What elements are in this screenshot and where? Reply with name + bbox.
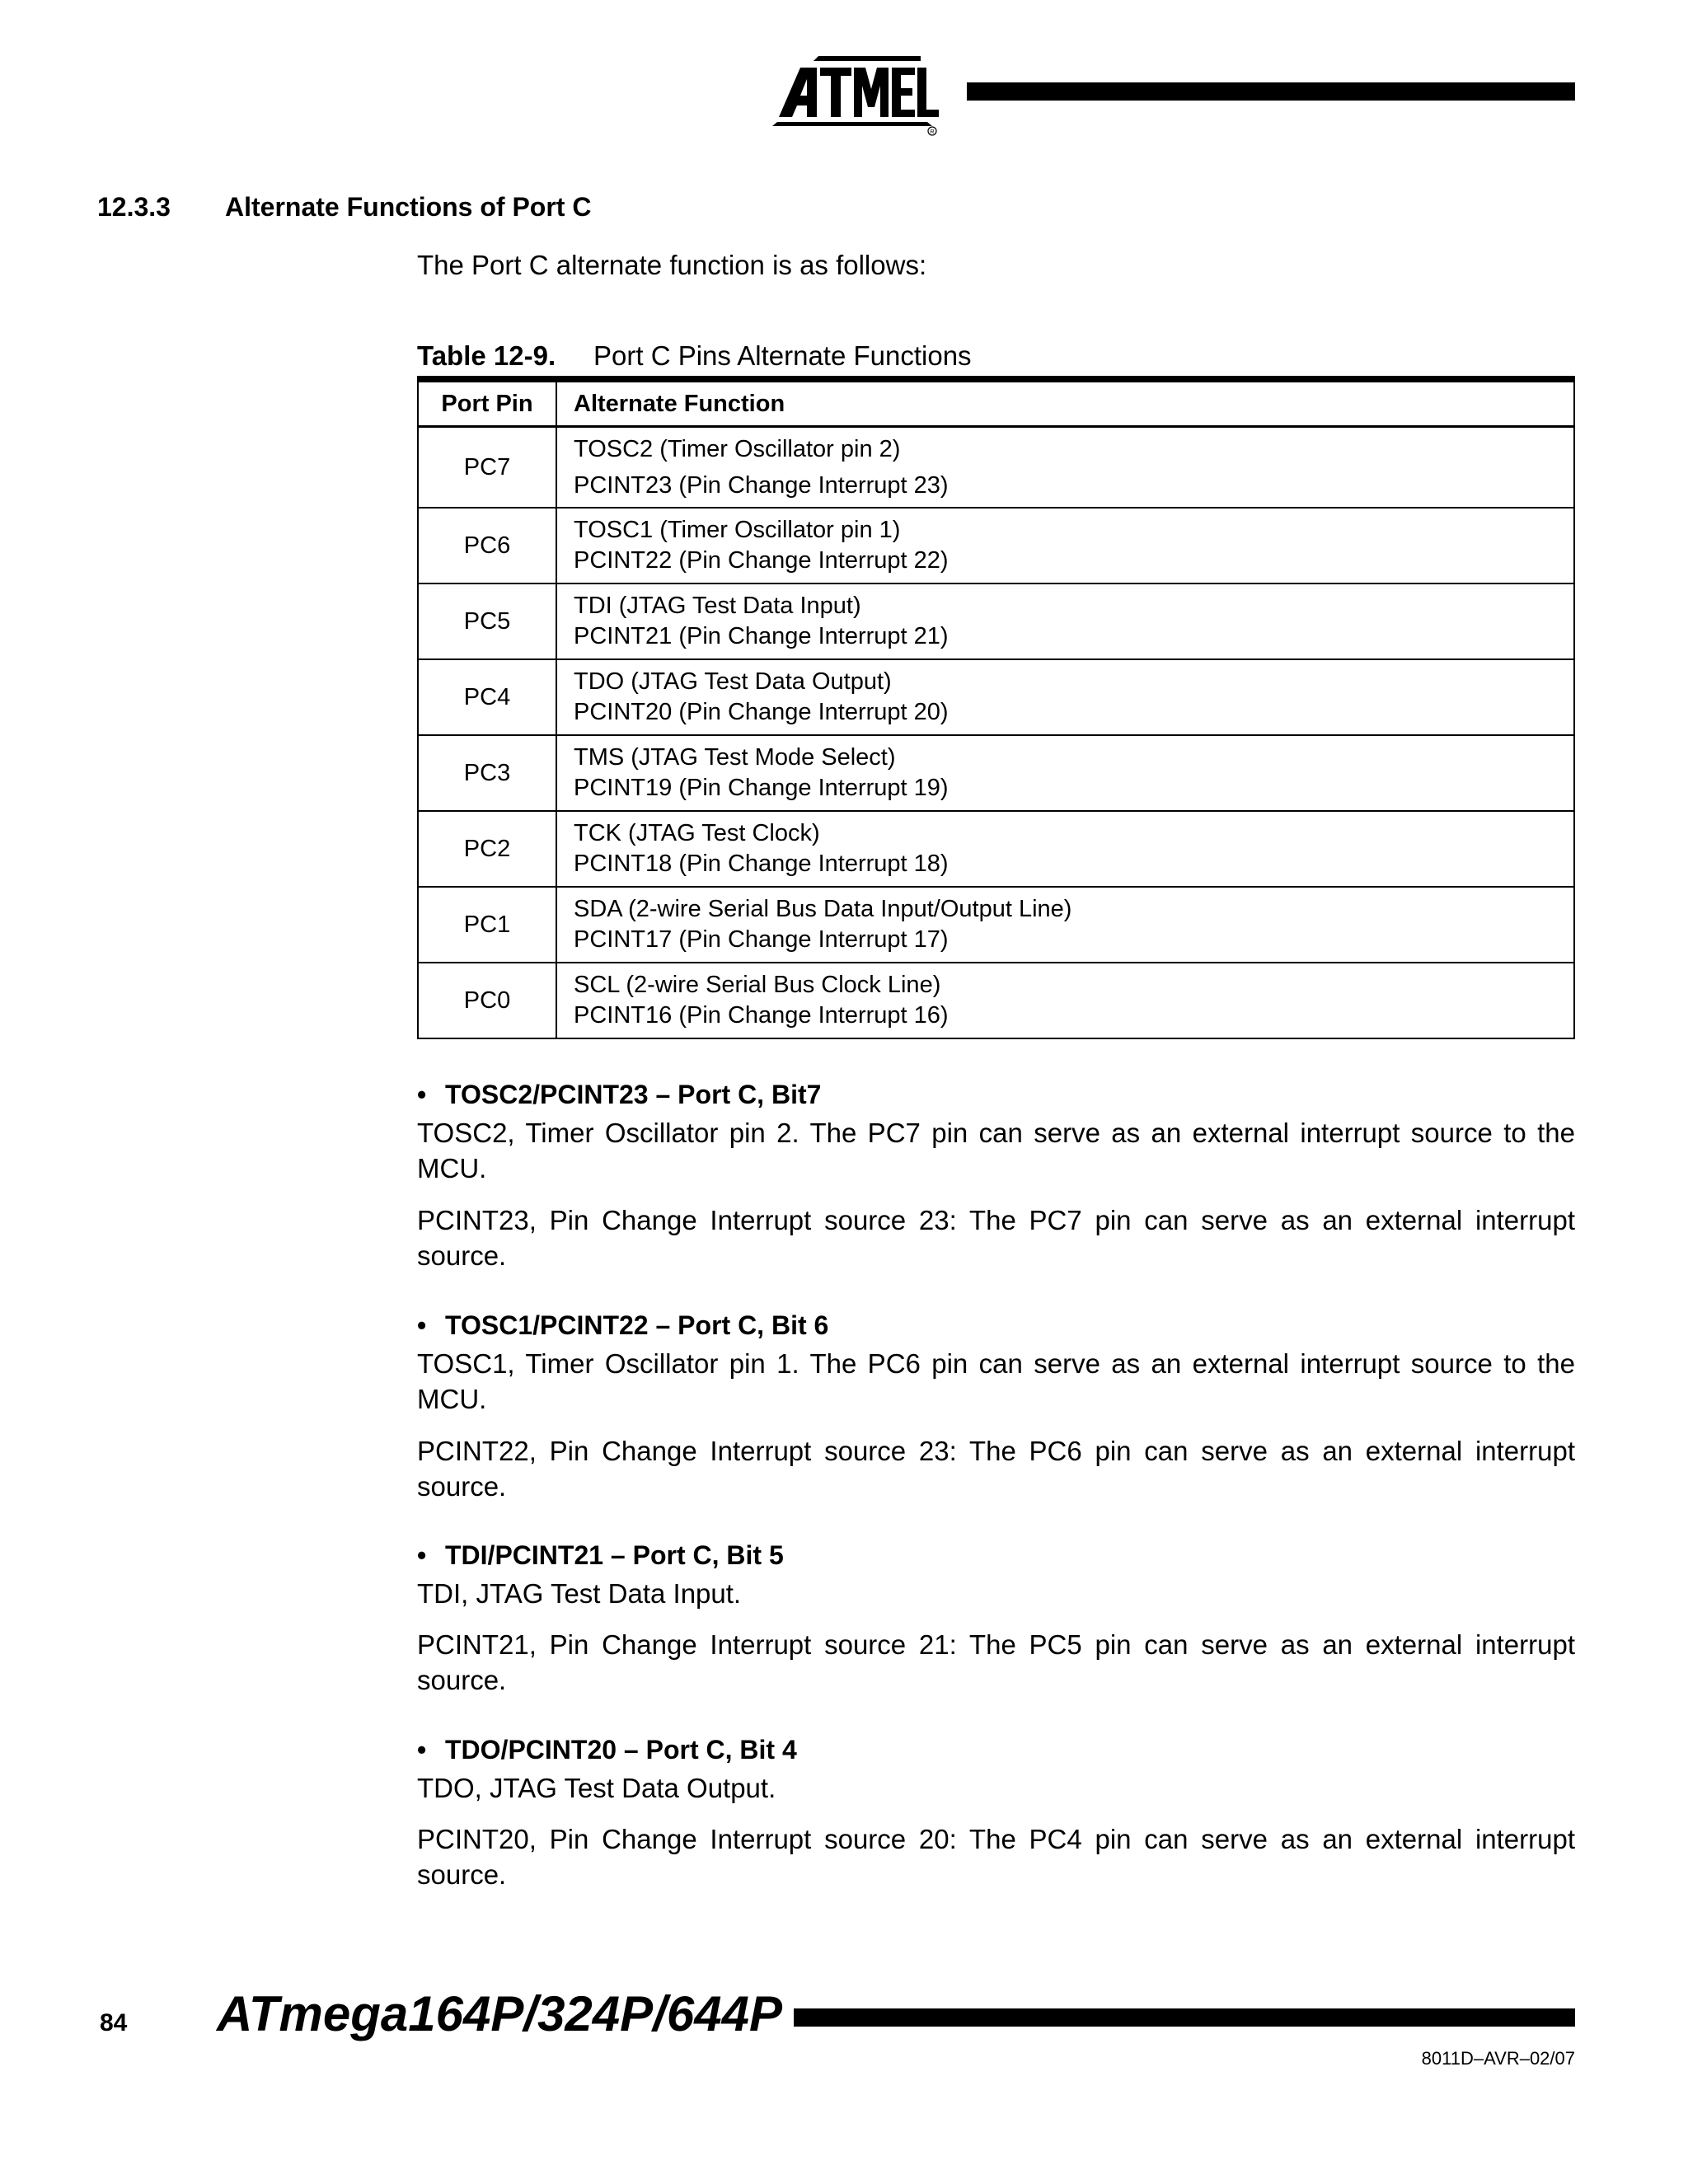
bullet-marker: • <box>417 1540 427 1570</box>
bullet-paragraph: TOSC2, Timer Oscillator pin 2. The PC7 pin can serve as an external interrupt source to the MCU. <box>417 1118 1575 1183</box>
function-cell <box>556 427 1574 509</box>
bullet-heading-text: TDI/PCINT21 – Port C, Bit 5 <box>445 1540 784 1570</box>
page-number: 84 <box>100 2009 128 2036</box>
function-line: TOSC1 (Timer Oscillator pin 1) <box>574 517 901 543</box>
table-label: Table 12-9. <box>417 340 556 371</box>
function-line: PCINT16 (Pin Change Interrupt 16) <box>574 1002 949 1029</box>
table-caption <box>417 340 972 373</box>
table-header-row <box>418 382 1574 427</box>
function-cell <box>556 735 1574 811</box>
function-line: TOSC2 (Timer Oscillator pin 2) <box>574 436 901 462</box>
function-line: PCINT17 (Pin Change Interrupt 17) <box>574 926 949 953</box>
intro-text: The Port C alternate function is as follows: <box>417 250 927 280</box>
section-number: 12.3.3 <box>97 192 171 222</box>
function-line: PCINT21 (Pin Change Interrupt 21) <box>574 623 949 649</box>
bullet-heading-text: TOSC2/PCINT23 – Port C, Bit7 <box>445 1080 822 1109</box>
bullet-heading-tdi <box>417 1539 784 1572</box>
bullet-paragraph: PCINT21, Pin Change Interrupt source 21: The PC5 pin can serve as an external interrupt source. <box>417 1629 1575 1695</box>
svg-text:R: R <box>930 129 935 135</box>
function-line: TCK (JTAG Test Clock) <box>574 820 820 846</box>
function-line: PCINT20 (Pin Change Interrupt 20) <box>574 699 949 725</box>
bullet-marker: • <box>417 1735 427 1765</box>
function-line: TMS (JTAG Test Mode Select) <box>574 744 896 771</box>
bullet-heading-tdo <box>417 1733 797 1766</box>
bullet-marker: • <box>417 1080 427 1109</box>
table-title: Port C Pins Alternate Functions <box>593 340 972 371</box>
table-row <box>418 659 1574 735</box>
bullet-heading-text: TDO/PCINT20 – Port C, Bit 4 <box>445 1735 797 1765</box>
footer-title: ATmega164P/324P/644P <box>217 1986 782 2041</box>
table-row <box>418 811 1574 887</box>
port-c-table <box>417 381 1575 1039</box>
pin-cell: PC3 <box>418 735 556 811</box>
bullet-paragraph: TDO, JTAG Test Data Output. <box>417 1773 776 1803</box>
function-line: TDO (JTAG Test Data Output) <box>574 668 892 695</box>
table-row <box>418 427 1574 509</box>
pin-cell: PC6 <box>418 508 556 583</box>
table-row <box>418 963 1574 1038</box>
function-cell <box>556 963 1574 1038</box>
bullet-marker: • <box>417 1310 427 1340</box>
atmel-logo <box>771 49 944 136</box>
bullet-heading-tosc2 <box>417 1078 821 1111</box>
function-cell <box>556 887 1574 963</box>
function-line: SCL (2-wire Serial Bus Clock Line) <box>574 972 941 998</box>
section-title: Alternate Functions of Port C <box>225 192 592 222</box>
bullet-paragraph: TDI, JTAG Test Data Input. <box>417 1578 742 1609</box>
table-row <box>418 735 1574 811</box>
bullet-paragraph: TOSC1, Timer Oscillator pin 1. The PC6 pin can serve as an external interrupt source to the MCU. <box>417 1348 1575 1414</box>
pin-cell: PC4 <box>418 659 556 735</box>
function-cell <box>556 811 1574 887</box>
header-alternate-function: Alternate Function <box>556 382 1574 427</box>
pin-cell: PC5 <box>418 583 556 659</box>
table-row <box>418 583 1574 659</box>
table-row <box>418 508 1574 583</box>
function-line: PCINT23 (Pin Change Interrupt 23) <box>574 472 949 499</box>
bullet-paragraph: PCINT22, Pin Change Interrupt source 23: The PC6 pin can serve as an external interrupt source. <box>417 1436 1575 1502</box>
function-cell <box>556 508 1574 583</box>
bullet-paragraph: PCINT20, Pin Change Interrupt source 20: The PC4 pin can serve as an external interrupt source. <box>417 1824 1575 1890</box>
function-cell <box>556 583 1574 659</box>
function-cell <box>556 659 1574 735</box>
function-line: TDI (JTAG Test Data Input) <box>574 593 861 619</box>
pin-cell: PC1 <box>418 887 556 963</box>
pin-cell: PC0 <box>418 963 556 1038</box>
function-line: PCINT18 (Pin Change Interrupt 18) <box>574 851 949 877</box>
bullet-heading-text: TOSC1/PCINT22 – Port C, Bit 6 <box>445 1310 829 1340</box>
footer-rule <box>794 2008 1575 2027</box>
function-line: PCINT22 (Pin Change Interrupt 22) <box>574 547 949 574</box>
function-line: PCINT19 (Pin Change Interrupt 19) <box>574 775 949 801</box>
header-rule <box>967 82 1575 101</box>
function-line: SDA (2-wire Serial Bus Data Input/Output Line) <box>574 896 1072 922</box>
table-row <box>418 887 1574 963</box>
pin-cell: PC2 <box>418 811 556 887</box>
header-port-pin: Port Pin <box>418 382 556 427</box>
bullet-paragraph: PCINT23, Pin Change Interrupt source 23: The PC7 pin can serve as an external interrupt source. <box>417 1205 1575 1271</box>
document-code: 8011D–AVR–02/07 <box>1421 2048 1575 2069</box>
bullet-heading-tosc1 <box>417 1309 828 1342</box>
pin-cell: PC7 <box>418 427 556 509</box>
